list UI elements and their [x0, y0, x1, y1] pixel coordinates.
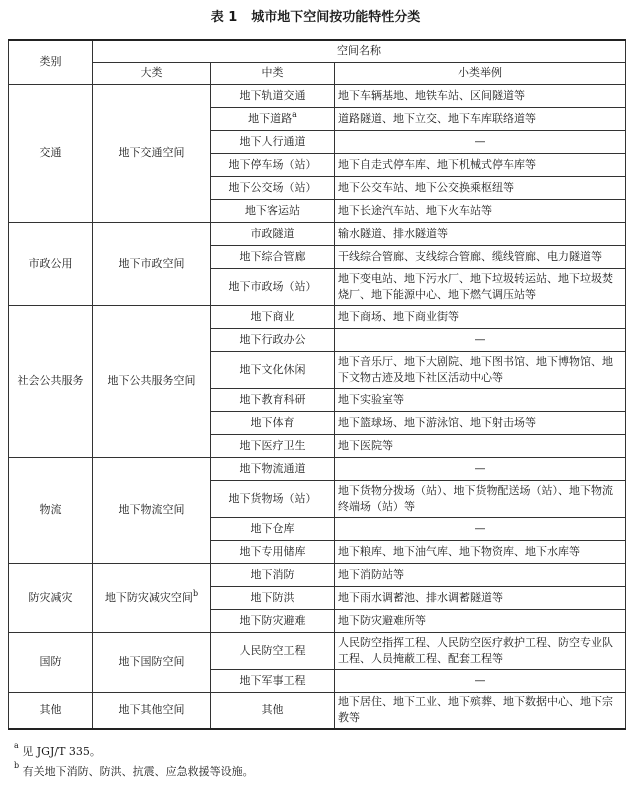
medium-cell: 地下停车场（站）: [211, 153, 335, 176]
medium-cell: 地下防洪: [211, 586, 335, 609]
medium-cell: 地下医疗卫生: [211, 434, 335, 457]
medium-cell: 地下仓库: [211, 517, 335, 540]
medium-cell: 地下教育科研: [211, 388, 335, 411]
medium-cell: 地下公交场（站）: [211, 176, 335, 199]
medium-cell: 市政隧道: [211, 222, 335, 245]
medium-cell: 地下行政办公: [211, 328, 335, 351]
table-body: [9, 84, 626, 729]
table-row: [9, 305, 626, 328]
medium-cell: 地下体育: [211, 411, 335, 434]
minor-cell: —: [335, 669, 626, 692]
header-category: 类别: [9, 40, 93, 84]
minor-cell: 地下篮球场、地下游泳馆、地下射击场等: [335, 411, 626, 434]
minor-cell: 地下自走式停车库、地下机械式停车库等: [335, 153, 626, 176]
minor-cell: 地下音乐厅、地下大剧院、地下图书馆、地下博物馆、地下文物古迹及地下社区活动中心等: [335, 351, 626, 388]
minor-cell: —: [335, 328, 626, 351]
major-cell: 地下市政空间: [93, 222, 211, 305]
footnotes: [14, 742, 254, 782]
medium-cell: 地下人行通道: [211, 130, 335, 153]
category-cell: 国防: [9, 632, 93, 692]
minor-cell: 地下商场、地下商业街等: [335, 305, 626, 328]
minor-cell: 地下公交车站、地下公交换乘枢纽等: [335, 176, 626, 199]
major-cell: 地下物流空间: [93, 457, 211, 563]
footnote-a: $^a$ 见 JGJ/T 335。: [14, 741, 101, 758]
table-row: [9, 632, 626, 669]
category-cell: 交通: [9, 84, 93, 222]
header-major: 大类: [93, 62, 211, 84]
table-row: [9, 84, 626, 107]
minor-cell: 地下雨水调蓄池、排水调蓄隧道等: [335, 586, 626, 609]
minor-cell: 地下货物分拨场（站）、地下货物配送场（站）、地下物流终端场（站）等: [335, 480, 626, 517]
minor-cell: 道路隧道、地下立交、地下车库联络道等: [335, 107, 626, 130]
classification-table: [8, 39, 626, 730]
category-cell: 社会公共服务: [9, 305, 93, 457]
medium-cell: 地下防灾避难: [211, 609, 335, 632]
medium-cell: 地下道路$^a$: [211, 107, 335, 130]
header-minor: 小类举例: [335, 62, 626, 84]
table-title-text: 城市地下空间按功能特性分类: [251, 10, 421, 25]
header-medium: 中类: [211, 62, 335, 84]
medium-cell: 地下消防: [211, 563, 335, 586]
minor-cell: 干线综合管廊、支线综合管廊、缆线管廊、电力隧道等: [335, 245, 626, 268]
minor-cell: 人民防空指挥工程、人民防空医疗救护工程、防空专业队工程、人员掩蔽工程、配套工程等: [335, 632, 626, 669]
minor-cell: 地下医院等: [335, 434, 626, 457]
medium-cell: 地下市政场（站）: [211, 268, 335, 305]
minor-cell: 地下消防站等: [335, 563, 626, 586]
medium-cell: 地下商业: [211, 305, 335, 328]
major-cell: 地下国防空间: [93, 632, 211, 692]
minor-cell: —: [335, 130, 626, 153]
major-cell: 地下公共服务空间: [93, 305, 211, 457]
minor-cell: 输水隧道、排水隧道等: [335, 222, 626, 245]
table-title: [0, 6, 631, 25]
minor-cell: 地下居住、地下工业、地下殡葬、地下数据中心、地下宗教等: [335, 692, 626, 729]
table-row: [9, 692, 626, 729]
footnote-b: $^b$ 有关地下消防、防洪、抗震、应急救援等设施。: [14, 761, 254, 778]
minor-cell: 地下粮库、地下油气库、地下物资库、地下水库等: [335, 540, 626, 563]
category-cell: 市政公用: [9, 222, 93, 305]
medium-cell: 其他: [211, 692, 335, 729]
medium-cell: 地下货物场（站）: [211, 480, 335, 517]
medium-cell: 地下轨道交通: [211, 84, 335, 107]
table-row: [9, 222, 626, 245]
medium-cell: 地下客运站: [211, 199, 335, 222]
major-cell: 地下其他空间: [93, 692, 211, 729]
medium-cell: 地下物流通道: [211, 457, 335, 480]
header-space-name: 空间名称: [93, 40, 626, 62]
medium-cell: 地下军事工程: [211, 669, 335, 692]
major-cell: 地下交通空间: [93, 84, 211, 222]
medium-cell: 地下综合管廊: [211, 245, 335, 268]
category-cell: 防灾减灾: [9, 563, 93, 632]
minor-cell: 地下变电站、地下污水厂、地下垃圾转运站、地下垃圾焚烧厂、地下能源中心、地下燃气调压站等: [335, 268, 626, 305]
minor-cell: 地下长途汽车站、地下火车站等: [335, 199, 626, 222]
category-cell: 物流: [9, 457, 93, 563]
minor-cell: —: [335, 517, 626, 540]
medium-cell: 地下文化休闲: [211, 351, 335, 388]
table-row: [9, 457, 626, 480]
major-cell: 地下防灾减灾空间$^b$: [93, 563, 211, 632]
medium-cell: 地下专用储库: [211, 540, 335, 563]
minor-cell: 地下实验室等: [335, 388, 626, 411]
category-cell: 其他: [9, 692, 93, 729]
table-row: [9, 563, 626, 586]
minor-cell: 地下防灾避难所等: [335, 609, 626, 632]
medium-cell: 人民防空工程: [211, 632, 335, 669]
minor-cell: —: [335, 457, 626, 480]
table-number: 表 1: [210, 10, 238, 25]
minor-cell: 地下车辆基地、地铁车站、区间隧道等: [335, 84, 626, 107]
